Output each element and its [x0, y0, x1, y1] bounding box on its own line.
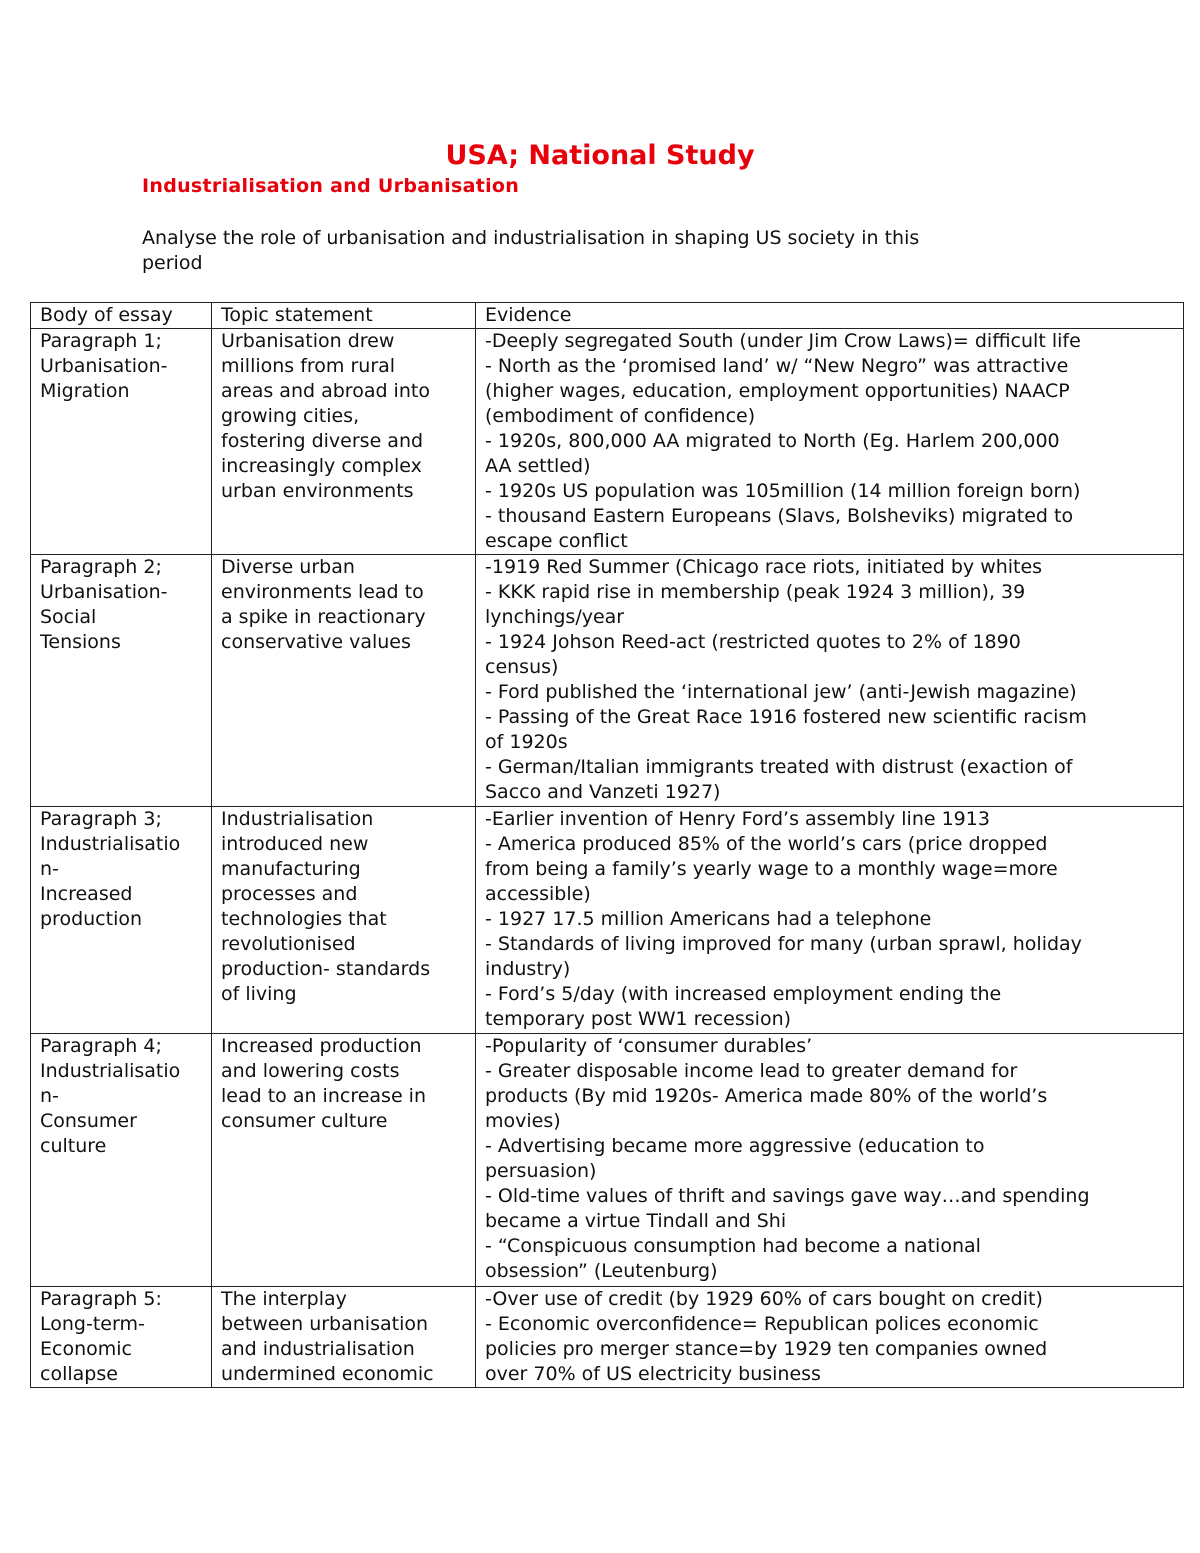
header-label: Topic statement [221, 304, 373, 326]
header-topic [212, 303, 476, 329]
topic-line: between urbanisation [221, 1313, 429, 1335]
body-line: Industrialisatio [40, 1060, 181, 1082]
topic-line: undermined economic [221, 1363, 434, 1385]
evidence-line: policies pro merger stance=by 1929 ten companies owned [485, 1338, 1048, 1360]
evidence-line: persuasion) [485, 1160, 597, 1182]
evidence-line: became a virtue Tindall and Shi [485, 1210, 787, 1232]
evidence-line: -Popularity of ‘consumer durables’ [485, 1035, 813, 1057]
evidence-line: products (By mid 1920s- America made 80% of the world’s [485, 1085, 1048, 1107]
evidence-line: - KKK rapid rise in membership (peak 1924 3 million), 39 [485, 581, 1026, 603]
header-evidence [476, 303, 1184, 329]
evidence-line: escape conflict [485, 530, 628, 552]
cell-topic [212, 555, 476, 807]
evidence-line: (higher wages, education, employment opportunities) NAACP [485, 380, 1070, 402]
body-line: Urbanisation- [40, 581, 168, 603]
header-label: Evidence [485, 304, 572, 326]
cell-evidence [476, 807, 1184, 1034]
prompt-line: Analyse the role of urbanisation and industrialisation in shaping US society in this [142, 227, 920, 249]
evidence-line: lynchings/year [485, 606, 625, 628]
evidence-line: - Economic overconfidence= Republican polices economic [485, 1313, 1039, 1335]
body-line: collapse [40, 1363, 118, 1385]
evidence-line: - 1920s, 800,000 AA migrated to North (Eg. Harlem 200,000 [485, 430, 1060, 452]
body-line: Consumer [40, 1110, 137, 1132]
evidence-line: -Over use of credit (by 1929 60% of cars bought on credit) [485, 1288, 1043, 1310]
topic-line: consumer culture [221, 1110, 388, 1132]
body-line: production [40, 908, 143, 930]
body-line: Increased [40, 883, 133, 905]
cell-body [31, 1287, 212, 1388]
essay-prompt [142, 226, 919, 276]
topic-line: processes and [221, 883, 358, 905]
body-line: Migration [40, 380, 130, 402]
cell-body [31, 329, 212, 555]
evidence-line: - thousand Eastern Europeans (Slavs, Bolsheviks) migrated to [485, 505, 1074, 527]
body-line: n- [40, 858, 59, 880]
cell-evidence [476, 1034, 1184, 1287]
topic-line: technologies that [221, 908, 387, 930]
topic-line: Industrialisation [221, 808, 374, 830]
cell-body [31, 555, 212, 807]
topic-line: of living [221, 983, 297, 1005]
topic-line: millions from rural [221, 355, 396, 377]
evidence-line: - “Conspicuous consumption had become a national [485, 1235, 981, 1257]
topic-line: Urbanisation drew [221, 330, 395, 352]
topic-line: growing cities, [221, 405, 360, 427]
cell-evidence [476, 1287, 1184, 1388]
body-line: Economic [40, 1338, 132, 1360]
cell-topic [212, 807, 476, 1034]
body-line: Paragraph 2; [40, 556, 162, 578]
page-subtitle: Industrialisation and Urbanisation [142, 175, 520, 197]
evidence-line: -1919 Red Summer (Chicago race riots, initiated by whites [485, 556, 1043, 578]
evidence-line: over 70% of US electricity business [485, 1363, 821, 1385]
topic-line: introduced new [221, 833, 369, 855]
evidence-line: of 1920s [485, 731, 568, 753]
body-line: Industrialisatio [40, 833, 181, 855]
body-line: Long-term- [40, 1313, 145, 1335]
evidence-line: - 1920s US population was 105million (14 million foreign born) [485, 480, 1081, 502]
table-row [31, 1287, 1184, 1388]
body-line: Tensions [40, 631, 121, 653]
cell-evidence [476, 329, 1184, 555]
evidence-line: -Earlier invention of Henry Ford’s assembly line 1913 [485, 808, 990, 830]
table-header-row [31, 303, 1184, 329]
topic-line: fostering diverse and [221, 430, 424, 452]
topic-line: increasingly complex [221, 455, 422, 477]
evidence-line: census) [485, 656, 559, 678]
topic-line: a spike in reactionary [221, 606, 426, 628]
essay-plan-table [30, 302, 1184, 1388]
topic-line: and lowering costs [221, 1060, 400, 1082]
evidence-line: - Standards of living improved for many (urban sprawl, holiday [485, 933, 1082, 955]
topic-line: areas and abroad into [221, 380, 430, 402]
topic-line: lead to an increase in [221, 1085, 426, 1107]
evidence-line: temporary post WW1 recession) [485, 1008, 792, 1030]
table-row [31, 329, 1184, 555]
cell-topic [212, 329, 476, 555]
table-row [31, 1034, 1184, 1287]
evidence-line: - 1924 Johson Reed-act (restricted quotes to 2% of 1890 [485, 631, 1021, 653]
evidence-line: AA settled) [485, 455, 591, 477]
topic-line: production- standards [221, 958, 431, 980]
page-title: USA; National Study [445, 140, 755, 171]
evidence-line: - Ford’s 5/day (with increased employment ending the [485, 983, 1002, 1005]
cell-body [31, 1034, 212, 1287]
evidence-line: - Old-time values of thrift and savings gave way…and spending [485, 1185, 1090, 1207]
table-row [31, 807, 1184, 1034]
body-line: Urbanisation- [40, 355, 168, 377]
evidence-line: industry) [485, 958, 571, 980]
evidence-line: - Advertising became more aggressive (education to [485, 1135, 985, 1157]
cell-evidence [476, 555, 1184, 807]
evidence-line: obsession” (Leutenburg) [485, 1260, 718, 1282]
evidence-line: - 1927 17.5 million Americans had a telephone [485, 908, 932, 930]
topic-line: Diverse urban [221, 556, 355, 578]
evidence-line: Sacco and Vanzeti 1927) [485, 781, 721, 803]
topic-line: manufacturing [221, 858, 361, 880]
evidence-line: from being a family’s yearly wage to a monthly wage=more [485, 858, 1058, 880]
header-body [31, 303, 212, 329]
body-line: Paragraph 5: [40, 1288, 162, 1310]
evidence-line: movies) [485, 1110, 561, 1132]
evidence-line: - America produced 85% of the world’s cars (price dropped [485, 833, 1048, 855]
evidence-line: - Passing of the Great Race 1916 fostered new scientific racism [485, 706, 1087, 728]
topic-line: urban environments [221, 480, 414, 502]
evidence-line: - German/Italian immigrants treated with distrust (exaction of [485, 756, 1073, 778]
topic-line: Increased production [221, 1035, 422, 1057]
evidence-line: - Ford published the ‘international jew’ (anti-Jewish magazine) [485, 681, 1077, 703]
cell-topic [212, 1034, 476, 1287]
topic-line: The interplay [221, 1288, 347, 1310]
body-line: Social [40, 606, 97, 628]
evidence-line: - North as the ‘promised land’ w/ “New Negro” was attractive [485, 355, 1069, 377]
topic-line: revolutionised [221, 933, 356, 955]
prompt-line: period [142, 252, 203, 274]
header-label: Body of essay [40, 304, 173, 326]
body-line: culture [40, 1135, 107, 1157]
body-line: n- [40, 1085, 59, 1107]
topic-line: conservative values [221, 631, 411, 653]
evidence-line: - Greater disposable income lead to greater demand for [485, 1060, 1018, 1082]
evidence-line: accessible) [485, 883, 591, 905]
body-line: Paragraph 3; [40, 808, 162, 830]
cell-topic [212, 1287, 476, 1388]
evidence-line: -Deeply segregated South (under Jim Crow Laws)= difficult life [485, 330, 1081, 352]
evidence-line: (embodiment of confidence) [485, 405, 756, 427]
topic-line: and industrialisation [221, 1338, 415, 1360]
table-row [31, 555, 1184, 807]
body-line: Paragraph 1; [40, 330, 162, 352]
cell-body [31, 807, 212, 1034]
body-line: Paragraph 4; [40, 1035, 162, 1057]
topic-line: environments lead to [221, 581, 424, 603]
